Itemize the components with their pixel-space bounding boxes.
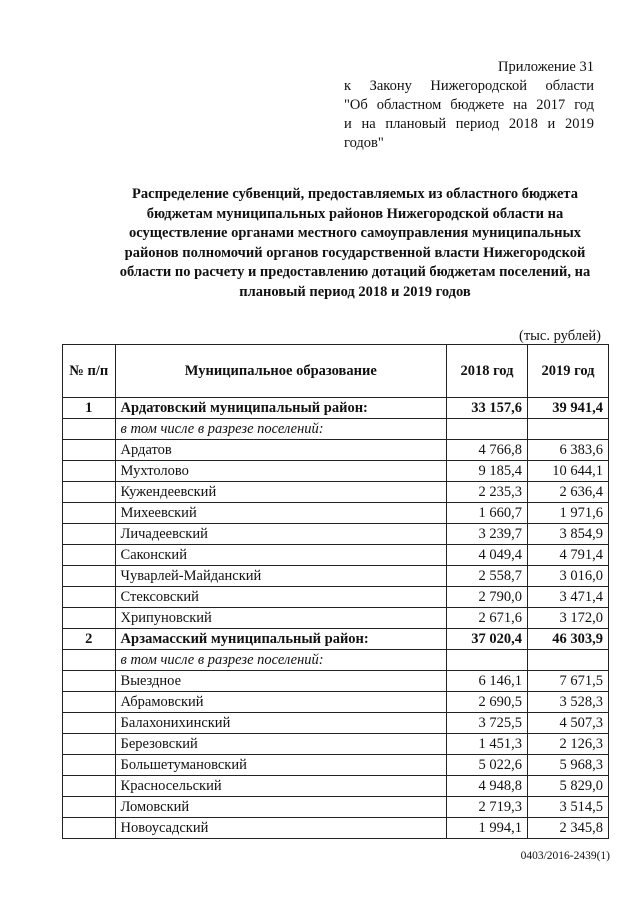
table-row (63, 566, 609, 587)
subsidy-table (62, 344, 609, 839)
cell-2019: 4 507,3 (527, 713, 608, 734)
cell-2018: 3 239,7 (446, 524, 527, 545)
cell-name: Личадеевский (115, 524, 446, 545)
cell-name: в том числе в разрезе поселений: (115, 419, 446, 440)
cell-name: Березовский (115, 734, 446, 755)
table-row (63, 692, 609, 713)
cell-num (63, 503, 116, 524)
cell-num (63, 608, 116, 629)
table-row (63, 545, 609, 566)
cell-num (63, 587, 116, 608)
cell-2018: 3 725,5 (446, 713, 527, 734)
appendix-number: Приложение 31 (498, 59, 594, 75)
cell-2018: 1 994,1 (446, 818, 527, 839)
cell-name: Саконский (115, 545, 446, 566)
cell-2019: 2 345,8 (527, 818, 608, 839)
cell-2018: 2 690,5 (446, 692, 527, 713)
appendix-law-line: к Закону Нижегородской области (344, 78, 594, 94)
table-row (63, 503, 609, 524)
cell-num (63, 818, 116, 839)
cell-name: Стексовский (115, 587, 446, 608)
document-code: 0403/2016-2439(1) (520, 850, 610, 862)
header-2018: 2018 год (446, 345, 527, 398)
cell-num (63, 755, 116, 776)
cell-name: Чуварлей-Майданский (115, 566, 446, 587)
table-row (63, 755, 609, 776)
table-row (63, 440, 609, 461)
header-num: № п/п (63, 345, 116, 398)
header-name: Муниципальное образование (115, 345, 446, 398)
table-row (63, 713, 609, 734)
cell-num (63, 692, 116, 713)
cell-2018 (446, 650, 527, 671)
cell-2019: 2 126,3 (527, 734, 608, 755)
cell-num (63, 713, 116, 734)
cell-num (63, 440, 116, 461)
cell-2018: 2 671,6 (446, 608, 527, 629)
cell-name: Балахонихинский (115, 713, 446, 734)
cell-name: Новоусадский (115, 818, 446, 839)
cell-name: Ардатов (115, 440, 446, 461)
cell-2019 (527, 419, 608, 440)
cell-2019: 10 644,1 (527, 461, 608, 482)
cell-2018: 2 558,7 (446, 566, 527, 587)
cell-name: Выездное (115, 671, 446, 692)
table-row (63, 818, 609, 839)
cell-2019: 3 471,4 (527, 587, 608, 608)
cell-name: Ардатовский муниципальный район: (115, 398, 446, 419)
district-row (63, 629, 609, 650)
cell-2018: 9 185,4 (446, 461, 527, 482)
cell-2018: 4 766,8 (446, 440, 527, 461)
cell-2018: 33 157,6 (446, 398, 527, 419)
table-header-row (63, 345, 609, 398)
cell-num (63, 734, 116, 755)
subheading-row (63, 650, 609, 671)
cell-num (63, 461, 116, 482)
cell-name: Мухтолово (115, 461, 446, 482)
cell-num (63, 671, 116, 692)
cell-name: Кужендеевский (115, 482, 446, 503)
cell-2019: 3 016,0 (527, 566, 608, 587)
cell-2018: 1 660,7 (446, 503, 527, 524)
cell-2018: 4 948,8 (446, 776, 527, 797)
cell-name: Абрамовский (115, 692, 446, 713)
table-row (63, 524, 609, 545)
cell-2019: 2 636,4 (527, 482, 608, 503)
cell-name: Ломовский (115, 797, 446, 818)
cell-2018 (446, 419, 527, 440)
cell-name: Красносельский (115, 776, 446, 797)
cell-2019: 4 791,4 (527, 545, 608, 566)
cell-num (63, 776, 116, 797)
cell-name: Большетумановский (115, 755, 446, 776)
appendix-law-line: и на плановый период 2018 и 2019 (344, 116, 594, 132)
appendix-law-line: годов" (344, 135, 384, 151)
table-row (63, 797, 609, 818)
table-body (63, 398, 609, 839)
cell-2018: 37 020,4 (446, 629, 527, 650)
cell-2019 (527, 650, 608, 671)
cell-2019: 5 968,3 (527, 755, 608, 776)
cell-2018: 2 235,3 (446, 482, 527, 503)
cell-name: в том числе в разрезе поселений: (115, 650, 446, 671)
cell-num: 1 (63, 398, 116, 419)
cell-2019: 39 941,4 (527, 398, 608, 419)
cell-2019: 1 971,6 (527, 503, 608, 524)
cell-name: Михеевский (115, 503, 446, 524)
header-2019: 2019 год (527, 345, 608, 398)
cell-2018: 5 022,6 (446, 755, 527, 776)
cell-2019: 3 514,5 (527, 797, 608, 818)
cell-num (63, 797, 116, 818)
cell-2019: 5 829,0 (527, 776, 608, 797)
cell-2018: 2 719,3 (446, 797, 527, 818)
table-row (63, 608, 609, 629)
table-row (63, 776, 609, 797)
cell-num (63, 566, 116, 587)
cell-2018: 2 790,0 (446, 587, 527, 608)
cell-2019: 7 671,5 (527, 671, 608, 692)
appendix-law-line: "Об областном бюджете на 2017 год (344, 97, 594, 113)
cell-num (63, 482, 116, 503)
subheading-row (63, 419, 609, 440)
table-row (63, 734, 609, 755)
cell-2018: 4 049,4 (446, 545, 527, 566)
table-row (63, 587, 609, 608)
document-title: Распределение субвенций, предоставляемых из областного бюджета бюджетам муниципальных районов Нижегородской области на осуществление органами местного самоуправления муниципальных районов полномочий органов государственной власти Нижегородской области по расчету и предоставлению дотаций бюджетам поселений, на плановый период 2018 и 2019 годов (119, 186, 591, 300)
cell-2019: 6 383,6 (527, 440, 608, 461)
cell-2019: 3 172,0 (527, 608, 608, 629)
table-row (63, 671, 609, 692)
table-row (63, 482, 609, 503)
cell-num (63, 545, 116, 566)
cell-num (63, 419, 116, 440)
cell-2019: 3 854,9 (527, 524, 608, 545)
cell-name: Хрипуновский (115, 608, 446, 629)
cell-num (63, 650, 116, 671)
appendix-header (344, 58, 594, 153)
table-row (63, 461, 609, 482)
cell-name: Арзамасский муниципальный район: (115, 629, 446, 650)
district-row (63, 398, 609, 419)
cell-2019: 3 528,3 (527, 692, 608, 713)
cell-2019: 46 303,9 (527, 629, 608, 650)
cell-num (63, 524, 116, 545)
cell-2018: 6 146,1 (446, 671, 527, 692)
cell-num: 2 (63, 629, 116, 650)
units-note: (тыс. рублей) (519, 328, 601, 344)
cell-2018: 1 451,3 (446, 734, 527, 755)
